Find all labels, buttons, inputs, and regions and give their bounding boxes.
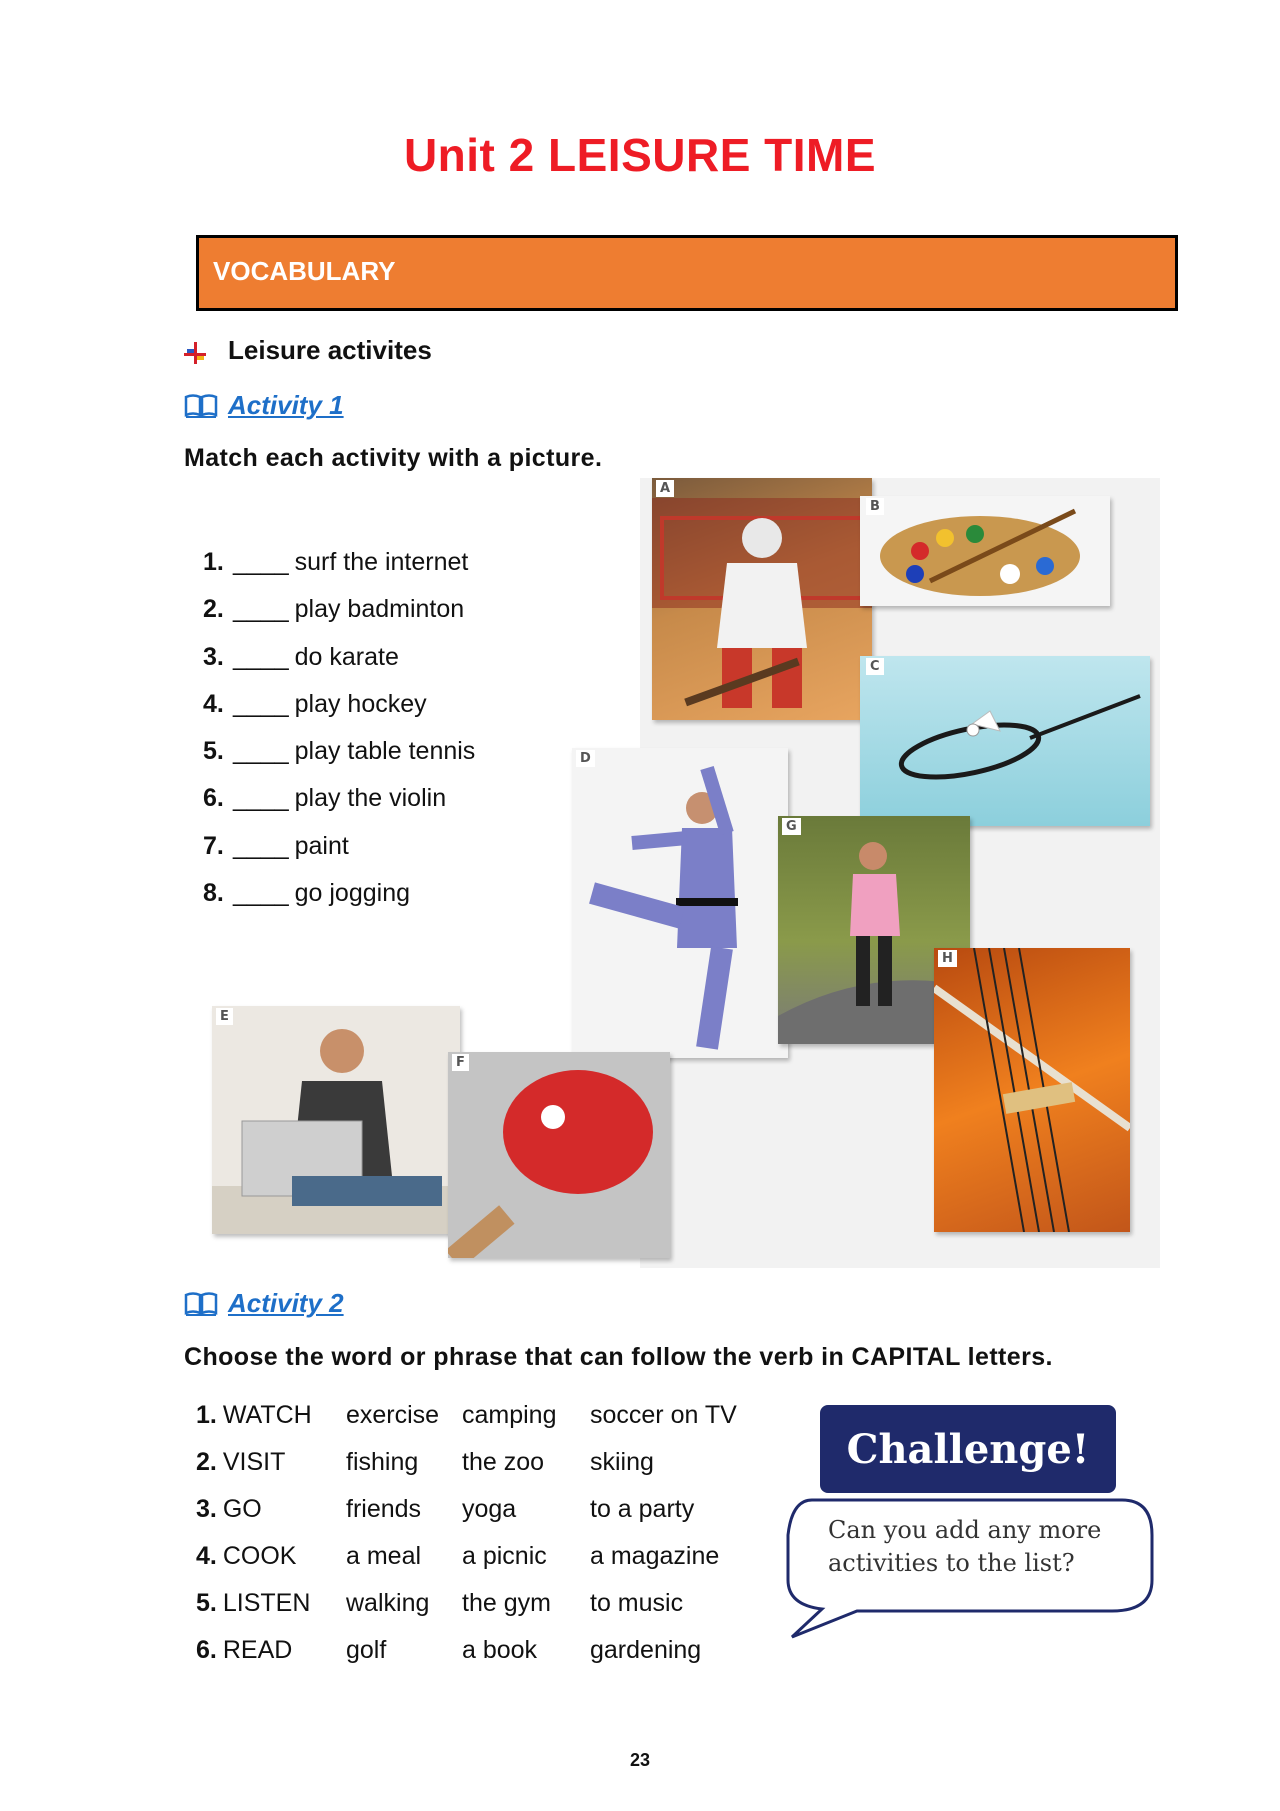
vocabulary-header-label: VOCABULARY [213, 256, 396, 286]
option-cell[interactable]: golf [346, 1636, 387, 1664]
picture-a-hockey [652, 478, 872, 720]
section-title: Leisure activites [228, 335, 432, 365]
picture-b-paint [860, 496, 1110, 606]
picture-label: E [216, 1008, 233, 1025]
picture-e-internet [212, 1006, 460, 1234]
picture-label: H [938, 950, 957, 967]
option-cell[interactable]: a magazine [590, 1542, 720, 1570]
activity-1-link[interactable]: Activity 1 [228, 390, 344, 420]
option-cell[interactable]: yoga [462, 1495, 517, 1523]
picture-d-karate [572, 748, 788, 1058]
option-cell[interactable]: skiing [590, 1448, 654, 1476]
picture-label: G [782, 818, 801, 835]
table-row: 6. READ golf a book gardening [196, 1627, 737, 1674]
pushpin-icon [184, 340, 206, 362]
list-item: 5. ____ play table tennis [203, 737, 475, 784]
activity-2-link[interactable]: Activity 2 [228, 1288, 344, 1318]
activity-1-heading [184, 390, 344, 421]
match-list [203, 548, 475, 926]
page-title: Unit 2 LEISURE TIME [403, 129, 877, 181]
challenge-line-2: activities to the list? [828, 1549, 1075, 1577]
table-row: 1. WATCH exercise camping soccer on TV [196, 1392, 737, 1439]
option-cell[interactable]: camping [462, 1401, 557, 1429]
list-item: 8. ____ go jogging [203, 879, 475, 926]
answer-blank[interactable]: ____ [233, 595, 289, 624]
list-item: 1. ____ surf the internet [203, 548, 475, 595]
option-cell[interactable]: walking [346, 1589, 430, 1617]
picture-label: A [656, 480, 674, 497]
table-row: 4. COOK a meal a picnic a magazine [196, 1533, 737, 1580]
section-heading [184, 335, 432, 366]
activity-1-instruction: Match each activity with a picture. [184, 444, 603, 472]
list-item: 3. ____ do karate [203, 643, 475, 690]
option-cell[interactable]: exercise [346, 1401, 440, 1429]
list-item: 4. ____ play hockey [203, 690, 475, 737]
picture-label: F [452, 1054, 469, 1071]
option-cell[interactable]: to music [590, 1589, 684, 1617]
list-item: 7. ____ paint [203, 832, 475, 879]
picture-label: B [866, 498, 884, 515]
option-cell[interactable]: to a party [590, 1495, 695, 1523]
answer-blank[interactable]: ____ [233, 879, 289, 908]
answer-blank[interactable]: ____ [233, 689, 289, 718]
option-cell[interactable]: gardening [590, 1636, 702, 1664]
answer-blank[interactable]: ____ [233, 548, 289, 576]
answer-blank[interactable]: ____ [233, 784, 289, 813]
picture-label: D [576, 750, 595, 767]
page-number: 23 [629, 1750, 651, 1770]
open-book-icon [184, 1291, 218, 1317]
option-cell[interactable]: a meal [346, 1542, 422, 1570]
option-cell[interactable]: the zoo [462, 1448, 545, 1476]
challenge-title: Challenge! [846, 1426, 1090, 1473]
option-cell[interactable]: soccer on TV [590, 1401, 737, 1429]
option-cell[interactable]: friends [346, 1495, 422, 1523]
answer-blank[interactable]: ____ [233, 642, 289, 671]
picture-label: C [866, 658, 884, 675]
verb-options-table [196, 1392, 737, 1674]
table-row: 2. VISIT fishing the zoo skiing [196, 1439, 737, 1486]
picture-f-table-tennis [448, 1052, 670, 1258]
option-cell[interactable]: fishing [346, 1448, 419, 1476]
table-row: 5. LISTEN walking the gym to music [196, 1580, 737, 1627]
picture-c-badminton [860, 656, 1150, 826]
open-book-icon [184, 393, 218, 419]
activity-2-instruction: Choose the word or phrase that can follow the verb in CAPITAL letters. [184, 1343, 1053, 1371]
challenge-line-1: Can you add any more [828, 1516, 1102, 1544]
list-item: 2. ____ play badminton [203, 595, 475, 642]
answer-blank[interactable]: ____ [233, 831, 289, 860]
option-cell[interactable]: a book [462, 1636, 538, 1664]
option-cell[interactable]: a picnic [462, 1542, 547, 1570]
activity-2-heading [184, 1288, 344, 1319]
picture-h-violin [934, 948, 1130, 1232]
table-row: 3. GO friends yoga to a party [196, 1486, 737, 1533]
option-cell[interactable]: the gym [462, 1589, 551, 1617]
vocabulary-header-bar [196, 235, 1178, 311]
challenge-box [752, 1405, 1162, 1645]
answer-blank[interactable]: ____ [233, 737, 289, 766]
list-item: 6. ____ play the violin [203, 784, 475, 831]
